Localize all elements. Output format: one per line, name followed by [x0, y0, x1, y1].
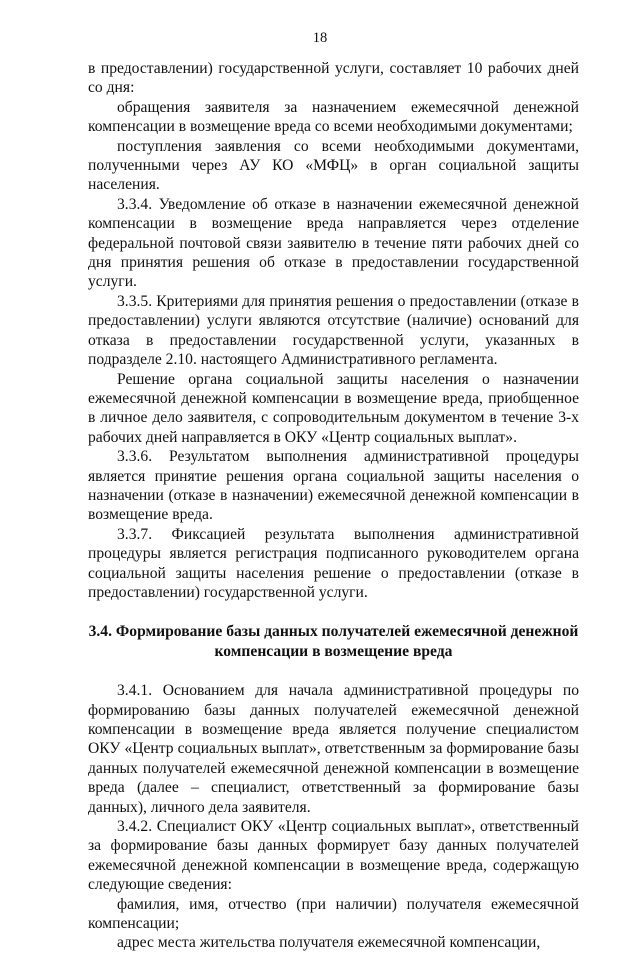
- top-section: [88, 59, 579, 602]
- paragraph: Решение органа социальной защиты населения о назначении ежемесячной денежной компенсации в возмещение вреда, приобщенное в личное дело заявителя, с сопроводительным документом в течение 3-х рабочих дней направляется в ОКУ «Центр социальных выплат».: [88, 370, 579, 446]
- section-heading-line-2: компенсации в возмещение вреда: [214, 642, 453, 660]
- bottom-section: [88, 681, 579, 953]
- paragraph: адрес места жительства получателя ежемесячной компенсации,: [117, 934, 541, 952]
- paragraph: 3.3.4. Уведомление об отказе в назначении ежемесячной денежной компенсации в возмещение вреда направляется через отделение федеральной почтовой связи заявителю в течение пяти рабочих дней со дня принятия решения об отказе в предоставлении государственной услуги.: [88, 195, 579, 291]
- paragraph: поступления заявления со всеми необходимыми документами, полученными через АУ КО «МФЦ» в орган социальной защиты населения.: [88, 137, 579, 194]
- paragraph: обращения заявителя за назначением ежемесячной денежной компенсации в возмещение вреда со всеми необходимыми документами;: [88, 98, 579, 136]
- paragraph: 3.3.6. Результатом выполнения административной процедуры является принятие решения органа социальной защиты населения о назначении (отказе в назначении) ежемесячной денежной компенсации в возмещение вреда.: [88, 448, 579, 524]
- document-body: [88, 59, 579, 953]
- paragraph: в предоставлении) государственной услуги, составляет 10 рабочих дней со дня:: [88, 60, 579, 97]
- page-number: 18: [312, 30, 328, 46]
- section-heading-line-1: 3.4. Формирование базы данных получателей ежемесячной денежной: [88, 623, 579, 641]
- paragraph: фамилия, имя, отчество (при наличии) получателя ежемесячной компенсации;: [88, 895, 579, 933]
- paragraph: 3.3.7. Фиксацией результата выполнения административной процедуры является регистрация подписанного руководителем органа социальной защиты населения решение о предоставлении (отказе в предоставлении) государственной услуги.: [88, 525, 579, 601]
- section-heading: [88, 622, 579, 661]
- paragraph: 3.4.1. Основанием для начала административной процедуры по формированию базы данных получателей ежемесячной денежной компенсации в возмещение вреда является получение специалистом ОКУ «Центр социальных выплат», ответственным за формирование базы данных получателей ежемесячной денежной компенсации в возмещение вреда (далее – специалист, ответственный за формирование базы данных), личного дела заявителя.: [88, 682, 579, 816]
- paragraph: 3.4.2. Специалист ОКУ «Центр социальных выплат», ответственный за формирование базы данных формирует базу данных получателей ежемесячной денежной компенсации в возмещение вреда, содержащую следующие сведения:: [88, 818, 579, 894]
- paragraph: 3.3.5. Критериями для принятия решения о предоставлении (отказе в предоставлении) услуги являются отсутствие (наличие) оснований для отказа в предоставлении государственной услуги, указанных в подразделе 2.10. настоящего Административного регламента.: [88, 292, 579, 369]
